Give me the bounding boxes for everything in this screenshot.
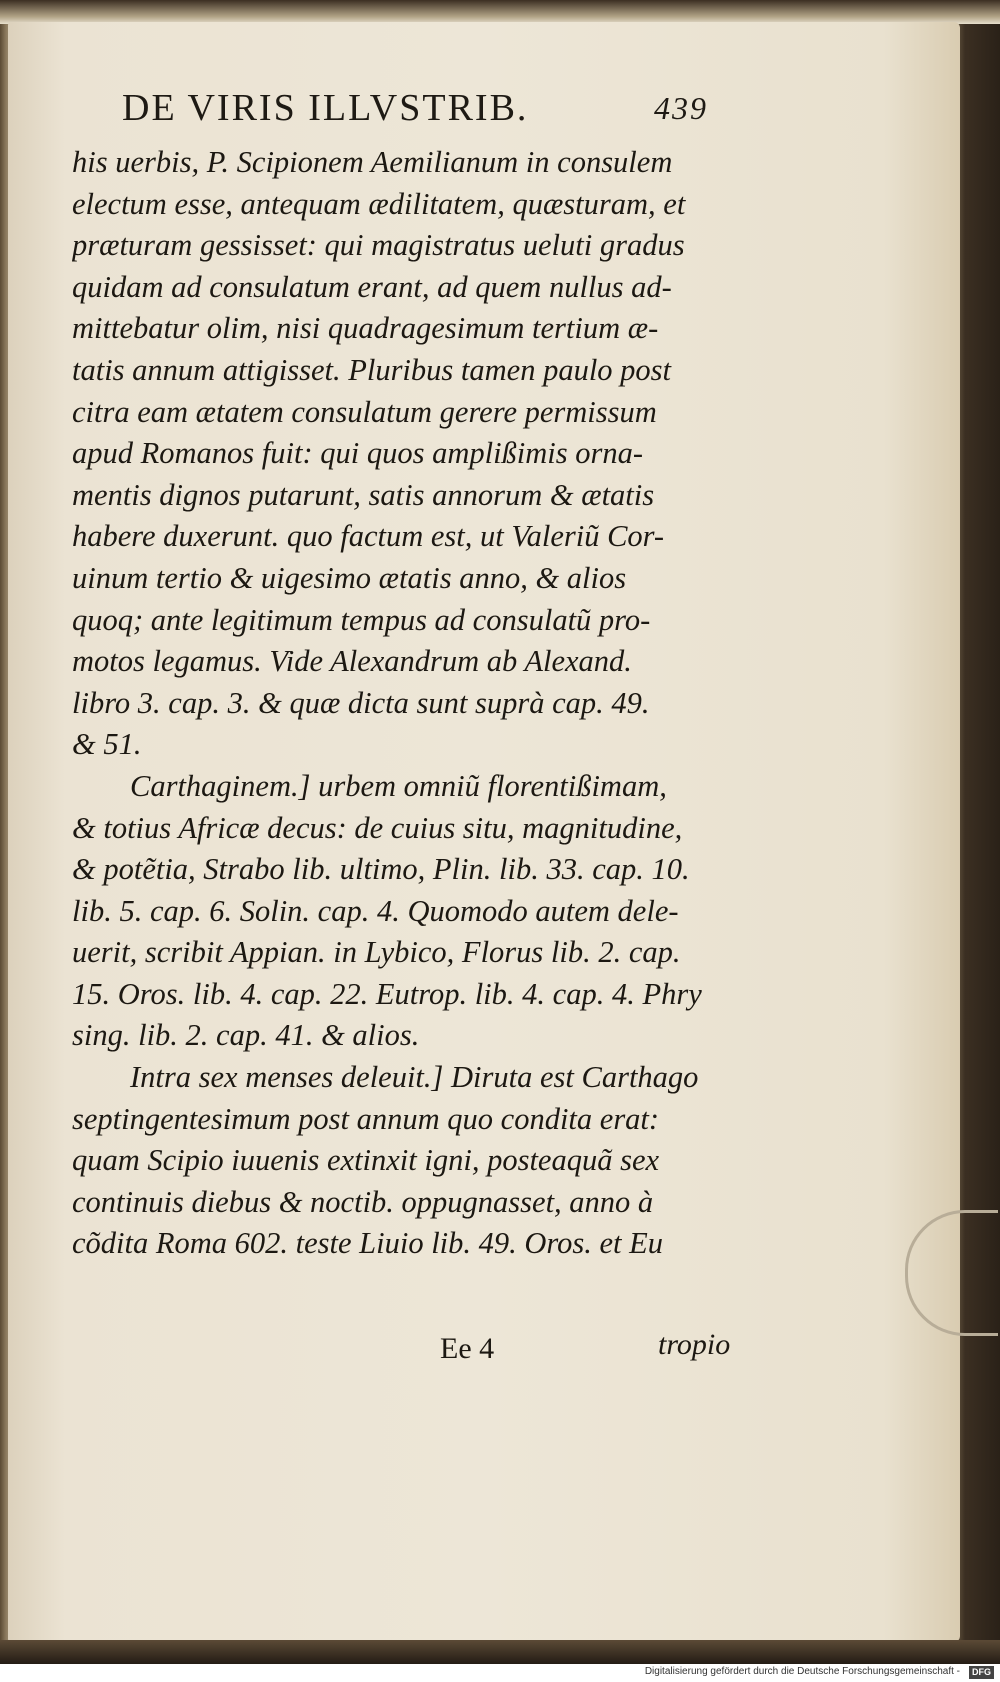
text-line: præturam gessisset: qui magistratus ueluti gradus (72, 228, 685, 263)
text-line: motos legamus. Vide Alexandrum ab Alexand. (72, 644, 632, 679)
text-line: 15. Oros. lib. 4. cap. 22. Eutrop. lib. 4. cap. 4. Phry (72, 976, 702, 1011)
text-line: uinum tertio & uigesimo ætatis anno, & alios (72, 560, 627, 595)
text-line: sing. lib. 2. cap. 41. & alios. (72, 1018, 420, 1053)
text-line: & totius Africæ decus: de cuius situ, magnitudine, (72, 810, 683, 845)
page-number: 439 (654, 90, 708, 126)
catchword: tropio (658, 1328, 731, 1361)
text-line: & potẽtia, Strabo lib. ultimo, Plin. lib. 33. cap. 10. (72, 852, 690, 887)
text-line: lib. 5. cap. 6. Solin. cap. 4. Quomodo autem dele- (72, 893, 679, 928)
text-line: uerit, scribit Appian. in Lybico, Florus lib. 2. cap. (72, 935, 681, 970)
text-line: septingentesimum post annum quo condita erat: (72, 1101, 660, 1136)
book-top-edge (0, 0, 1000, 24)
text-line: libro 3. cap. 3. & quæ dicta sunt suprà cap. 49. (72, 685, 650, 720)
text-line: habere duxerunt. quo factum est, ut Valeriũ Cor- (72, 519, 665, 554)
text-line: continuis diebus & noctib. oppugnasset, anno à (72, 1184, 654, 1219)
text-line: cõdita Roma 602. teste Liuio lib. 49. Oros. et Eu (72, 1226, 664, 1261)
text-line: tatis annum attigisset. Pluribus tamen paulo post (72, 352, 672, 387)
text-line: apud Romanos fuit: qui quos amplißimis orna- (72, 436, 644, 471)
text-line: quoq; ante legitimum tempus ad consulatũ pro- (72, 602, 651, 637)
text-line: electum esse, antequam ædilitatem, quæsturam, et (72, 186, 686, 221)
text-line: Intra sex menses deleuit.] Diruta est Carthago (130, 1060, 699, 1095)
text-line: quidam ad consulatum erant, ad quem nullus ad- (72, 269, 672, 304)
dfg-logo: DFG (969, 1666, 994, 1679)
body-text (72, 142, 720, 1265)
text-line: mentis dignos putarunt, satis annorum & ætatis (72, 477, 655, 512)
signature-mark: Ee 4 (440, 1332, 495, 1365)
footer-credit: Digitalisierung gefördert durch die Deutsche Forschungsgemeinschaft - (644, 1666, 960, 1677)
text-line: quam Scipio iuuenis extinxit igni, posteaquã sex (72, 1143, 660, 1178)
text-line: & 51. (72, 727, 142, 762)
text-line: Carthaginem.] urbem omniũ florentißimam, (130, 768, 667, 803)
text-line: his uerbis, P. Scipionem Aemilianum in consulem (72, 145, 673, 179)
book-bottom-edge (0, 1640, 1000, 1666)
running-head-title: DE VIRIS ILLVSTRIB. (122, 87, 529, 129)
text-line: citra eam ætatem consulatum gerere permissum (72, 394, 657, 429)
text-line: mittebatur olim, nisi quadragesimum tertium æ- (72, 311, 659, 346)
